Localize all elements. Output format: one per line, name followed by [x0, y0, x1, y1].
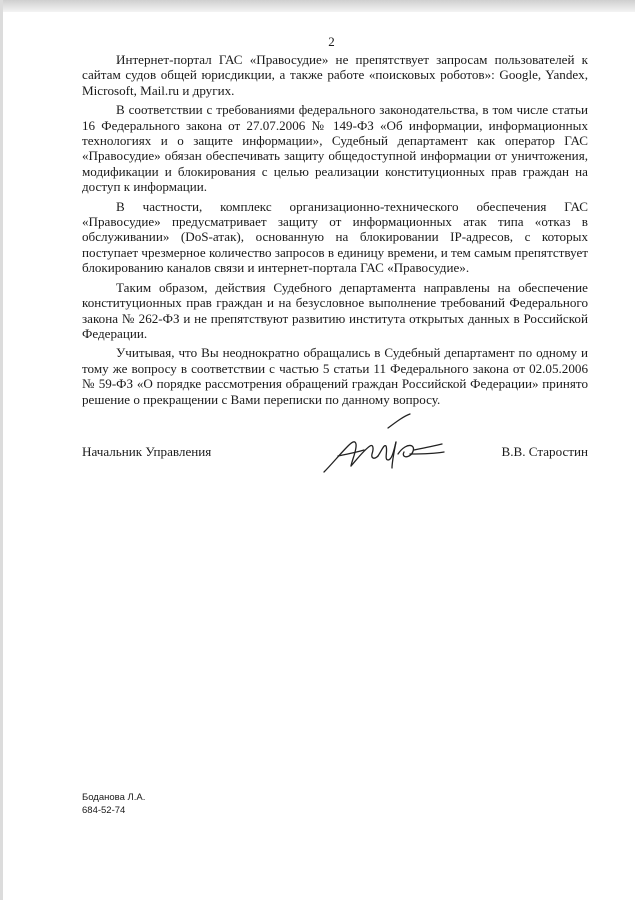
executor-phone: 684-52-74	[82, 805, 126, 816]
paragraph-legal-requirements: В соответствии с требованиями федерального законодательства, в том числе статьи 16 Федерального закона от 27.07.2006 № 149-ФЗ «Об информации, информационных технологиях и о защите информации», Судебный департамент как оператор ГАС «Правосудие» обязан обеспечивать защиту общедоступной информации от уничтожения, модификации и блокирования с целью реализации конституционных прав граждан на доступ к информации.	[82, 102, 588, 195]
executor-info	[82, 791, 145, 817]
signatory-position: Начальник Управления	[82, 444, 212, 459]
executor-name: Боданова Л.А.	[82, 792, 146, 803]
signatory-name: В.В. Старостин	[501, 444, 588, 459]
page-number: 2	[328, 34, 335, 49]
paragraph-conclusion: Таким образом, действия Судебного департамента направлены на обеспечение конституционных прав граждан и на безусловное выполнение требований Федерального закона № 262-ФЗ и не препятствуют развитию института открытых данных в Российской Федерации.	[82, 279, 588, 341]
letter-body	[82, 52, 588, 411]
scan-edge-left	[0, 0, 3, 900]
paragraph-dos-protection: В частности, комплекс организационно-технического обеспечения ГАС «Правосудие» предусматривает защиту от информационных атак типа «отказ в обслуживании» (DoS-атак), основанную на блокировании IP-адресов, с которых поступает чрезмерное количество запросов в единицу времени, и тем самым препятствует блокированию каналов связи и интернет-портала ГАС «Правосудие».	[82, 198, 588, 276]
paragraph-correspondence-termination: Учитывая, что Вы неоднократно обращались в Судебный департамент по одному и тому же вопросу в соответствии с частью 5 статьи 11 Федерального закона от 02.05.2006 № 59-ФЗ «О порядке рассмотрения обращений граждан Российской Федерации» принято решение о прекращении с Вами переписки по данному вопросу.	[82, 345, 588, 407]
paragraph-portal-access: Интернет-портал ГАС «Правосудие» не препятствует запросам пользователей к сайтам судов общей юрисдикции, а также работе «поисковых роботов»: Google, Yandex, Microsoft, Mail.ru и других.	[82, 52, 588, 98]
scan-edge-top	[0, 0, 635, 12]
signature-block	[82, 444, 588, 462]
